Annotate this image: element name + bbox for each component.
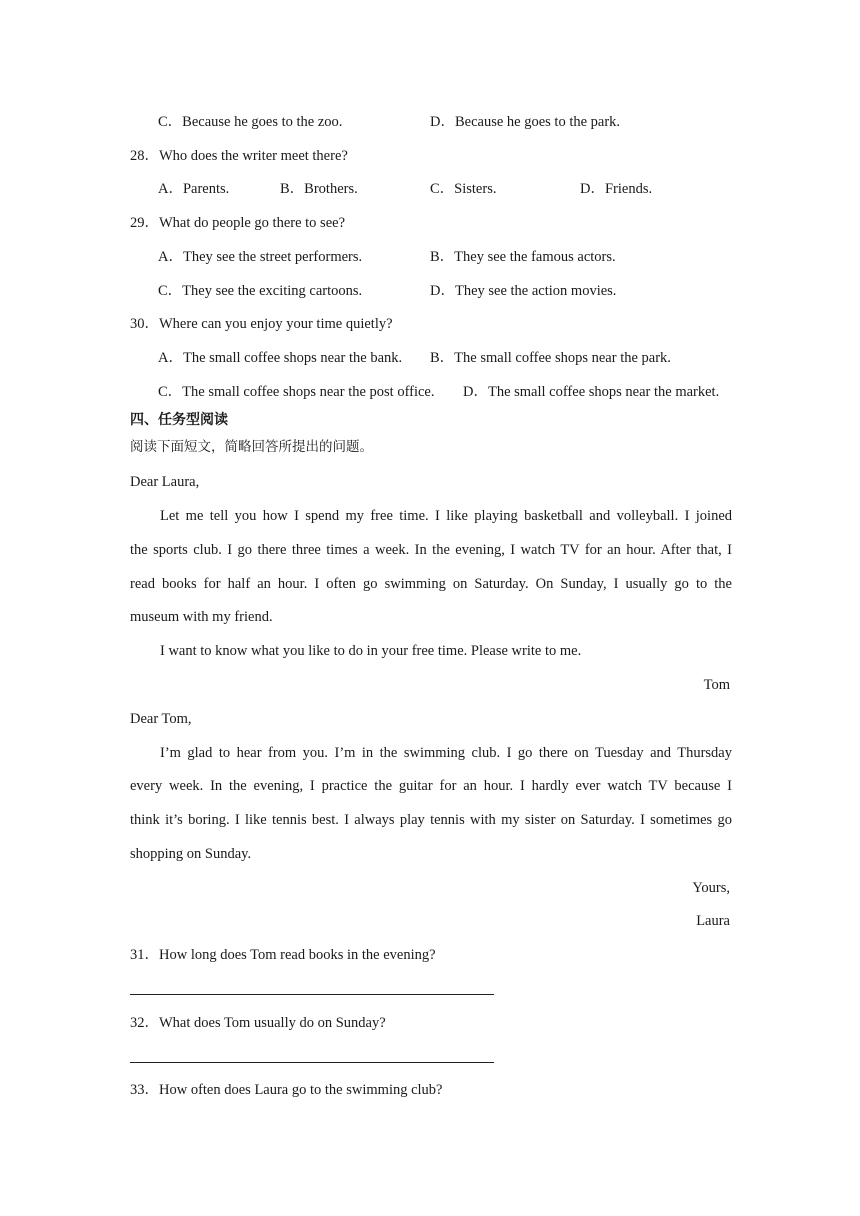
question-33: 33．How often does Laura go to the swimming club? (130, 1082, 443, 1098)
letter2-paragraph1-line: every week. In the evening, I practice the guitar for an hour. I hardly ever watch TV because I (130, 778, 732, 794)
letter1-paragraph1-line: read books for half an hour. I often go swimming on Saturday. On Sunday, I usually go to the (130, 576, 732, 592)
q28-option-b: B．Brothers. (280, 181, 358, 197)
letter1-greeting: Dear Laura, (130, 474, 200, 490)
q27-option-c: C．Because he goes to the zoo. (158, 114, 343, 130)
letter2-paragraph1-line: shopping on Sunday. (130, 846, 252, 862)
q27-option-d: D．Because he goes to the park. (430, 114, 621, 130)
section-heading: 四、任务型阅读 (130, 412, 228, 428)
letter1-paragraph1-line: museum with my friend. (130, 609, 273, 625)
question-32: 32．What does Tom usually do on Sunday? (130, 1015, 386, 1031)
q30-option-c: C．The small coffee shops near the post office. (158, 384, 435, 400)
answer-line-32[interactable] (130, 1062, 494, 1063)
letter2-paragraph1-line: think it’s boring. I like tennis best. I always play tennis with my sister on Saturday. I sometimes go (130, 812, 732, 828)
q30-option-b: B．The small coffee shops near the park. (430, 350, 671, 366)
q29-stem: 29．What do people go there to see? (130, 215, 346, 231)
letter1-paragraph2: I want to know what you like to do in your free time. Please write to me. (160, 643, 582, 659)
letter2-paragraph1-line: I’m glad to hear from you. I’m in the swimming club. I go there on Tuesday and Thursday (160, 745, 732, 761)
letter2-signature: Laura (696, 913, 730, 929)
letter1-paragraph1-line: Let me tell you how I spend my free time. I like playing basketball and volleyball. I joined (160, 508, 732, 524)
q29-option-a: A．They see the street performers. (158, 249, 363, 265)
letter2-greeting: Dear Tom, (130, 711, 192, 727)
letter1-paragraph1-line: the sports club. I go there three times a week. In the evening, I watch TV for an hour. After that, I (130, 542, 732, 558)
q28-option-c: C．Sisters. (430, 181, 497, 197)
q29-option-c: C．They see the exciting cartoons. (158, 283, 363, 299)
section-instruction: 阅读下面短文，简略回答所提出的问题。 (130, 439, 373, 455)
letter2-closing: Yours, (692, 880, 730, 896)
q30-option-d: D．The small coffee shops near the market. (463, 384, 720, 400)
q30-option-a: A．The small coffee shops near the bank. (158, 350, 403, 366)
answer-line-31[interactable] (130, 994, 494, 995)
q30-stem: 30．Where can you enjoy your time quietly? (130, 316, 393, 332)
q28-option-a: A．Parents. (158, 181, 230, 197)
letter1-signature: Tom (703, 677, 730, 693)
q28-stem: 28．Who does the writer meet there? (130, 148, 348, 164)
q28-option-d: D．Friends. (580, 181, 653, 197)
q29-option-b: B．They see the famous actors. (430, 249, 616, 265)
q29-option-d: D．They see the action movies. (430, 283, 617, 299)
question-31: 31．How long does Tom read books in the evening? (130, 947, 436, 963)
